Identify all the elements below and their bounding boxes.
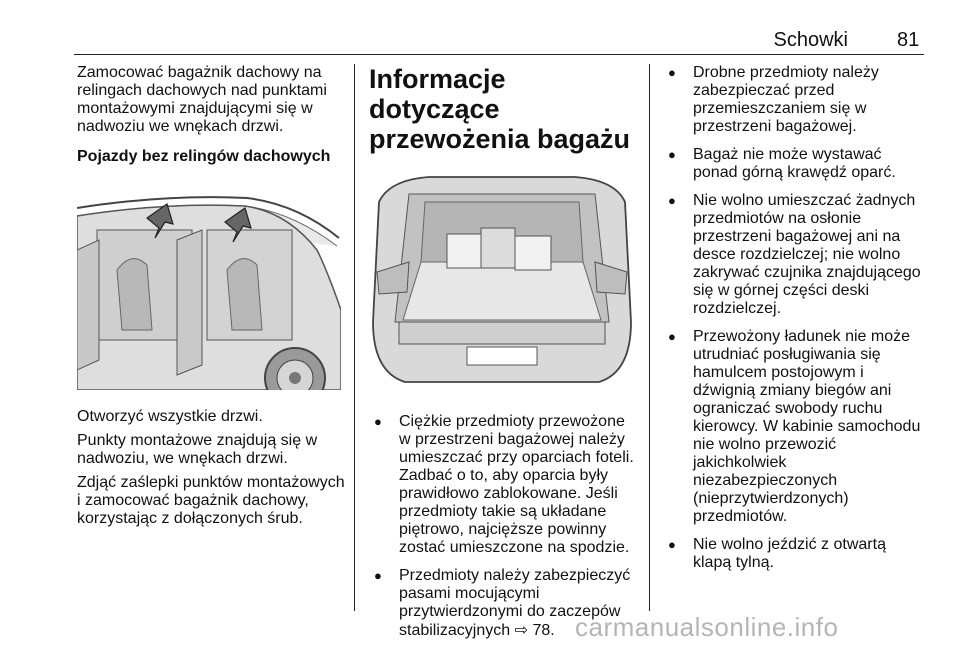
para-remove-caps: Zdjąć zaślepki punktów montażowych i zamocować bagażnik dachowy, korzystając z dołączonych śrub. (77, 474, 345, 527)
car-side-doors-illustration (77, 190, 341, 390)
bullet-heavy-items: ● Ciężkie przedmioty przewożone w przestrzeni bagażowej należy umieszczać przy oparciach foteli. Zadbać o to, aby oparcia były prawidłowo zablokowane. Jeśli przedmioty takie są układane piętrowo, najcięższe powinny zostać umieszczone na spodzie. (369, 413, 639, 557)
header-rule (74, 54, 924, 55)
column-divider-right (649, 64, 650, 611)
middle-column (369, 64, 639, 650)
para-mount-points: Punkty montażowe znajdują się w nadwoziu, we wnękach drzwi. (77, 432, 318, 467)
bullet-secure-straps-text: Przedmioty należy zabezpieczyć pasami mocującymi przytwierdzonymi do zaczepów stabilizacyjnych (399, 567, 631, 639)
page-number: 81 (897, 29, 920, 51)
column-divider-left (354, 64, 355, 611)
safety-bullet-list (663, 64, 928, 572)
right-column (663, 64, 928, 582)
bullet-driver-freedom: ● Przewożony ładunek nie może utrudniać posługiwania się hamulcem postojowym i dźwignią zmiany biegów ani ograniczać swobody ruchu kierowcy. W kabinie samochodu nie wolno przewozić jakichkolwiek niezabezpieczonych (nieprzytwierdzonych) przedmiotów. (663, 328, 928, 526)
left-column (77, 64, 347, 538)
luggage-bullet-list (369, 413, 639, 640)
page-reference-arrow-icon: ⇨ (514, 620, 529, 639)
intro-paragraph: Zamocować bagażnik dachowy na relingach dachowych nad punktami montażowymi znajdującymi się w nadwoziu we wnękach drzwi. (77, 64, 327, 135)
page-reference-number: 78. (532, 622, 555, 639)
para-open-doors: Otworzyć wszystkie drzwi. (77, 408, 263, 425)
bullet-height-limit: ● Bagaż nie może wystawać ponad górną krawędź oparć. (663, 146, 928, 182)
trunk-luggage-illustration (369, 172, 635, 387)
watermark-text: carmanualsonline.info (575, 612, 839, 642)
bullet-tailgate-open: ● Nie wolno jeździć z otwartą klapą tylną. (663, 536, 928, 572)
bullet-small-items: ● Drobne przedmioty należy zabezpieczać przed przemieszczaniem się w przestrzeni bagażowej. (663, 64, 928, 136)
subheading-no-rails: Pojazdy bez relingów dachowych (77, 148, 331, 165)
bullet-cover-dashboard: ● Nie wolno umieszczać żadnych przedmiotów na osłonie przestrzeni bagażowej ani na desce rozdzielczej; nie wolno zakrywać czujnika znajdującego się w górnej części deski rozdzielczej. (663, 192, 928, 318)
header-title: Schowki (773, 29, 848, 51)
section-heading: Informacje dotyczące przewożenia bagażu (369, 64, 631, 154)
